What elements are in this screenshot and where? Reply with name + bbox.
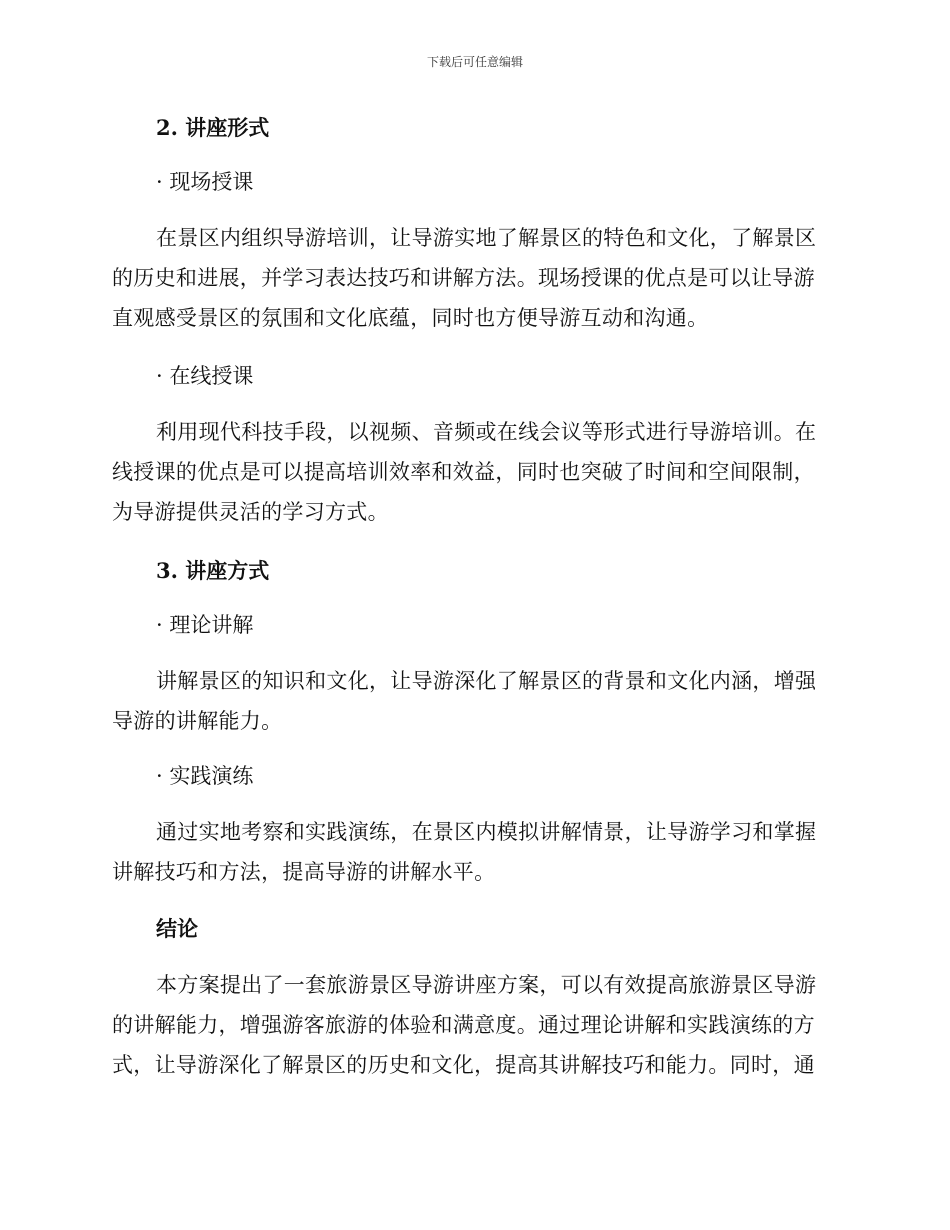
bullet-practice-drill: · 实践演练 — [156, 764, 254, 788]
paragraph-practice-drill: 通过实地考察和实践演练，在景区内模拟讲解情景，让导游学习和掌握讲解技巧和方法，提高导游的讲解水平。 — [112, 820, 817, 884]
bullet-onsite-teaching: · 现场授课 — [156, 170, 254, 194]
page-header-note: 下载后可任意编辑 — [426, 55, 523, 69]
paragraph-online-teaching: 利用现代科技手段，以视频、音频或在线会议等形式进行导游培训。在线授课的优点是可以提高培训效率和效益，同时也突破了时间和空间限制，为导游提供灵活的学习方式。 — [112, 420, 817, 524]
section-2-title: 2. 讲座形式 — [156, 115, 270, 140]
conclusion-title: 结论 — [156, 916, 198, 941]
section-3-title: 3. 讲座方式 — [156, 558, 270, 583]
paragraph-theory-lecture: 讲解景区的知识和文化，让导游深化了解景区的背景和文化内涵，增强导游的讲解能力。 — [112, 669, 817, 733]
paragraph-conclusion: 本方案提出了一套旅游景区导游讲座方案，可以有效提高旅游景区导游的讲解能力，增强游客旅游的体验和满意度。通过理论讲解和实践演练的方式，让导游深化了解景区的历史和文化，提高其讲解技巧和能力。同时，通 — [112, 973, 817, 1077]
bullet-online-teaching: · 在线授课 — [156, 364, 254, 388]
paragraph-onsite-teaching: 在景区内组织导游培训，让导游实地了解景区的特色和文化，了解景区的历史和进展，并学习表达技巧和讲解方法。现场授课的优点是可以让导游直观感受景区的氛围和文化底蕴，同时也方便导游互动和沟通。 — [112, 226, 817, 330]
bullet-theory-lecture: · 理论讲解 — [156, 613, 254, 637]
